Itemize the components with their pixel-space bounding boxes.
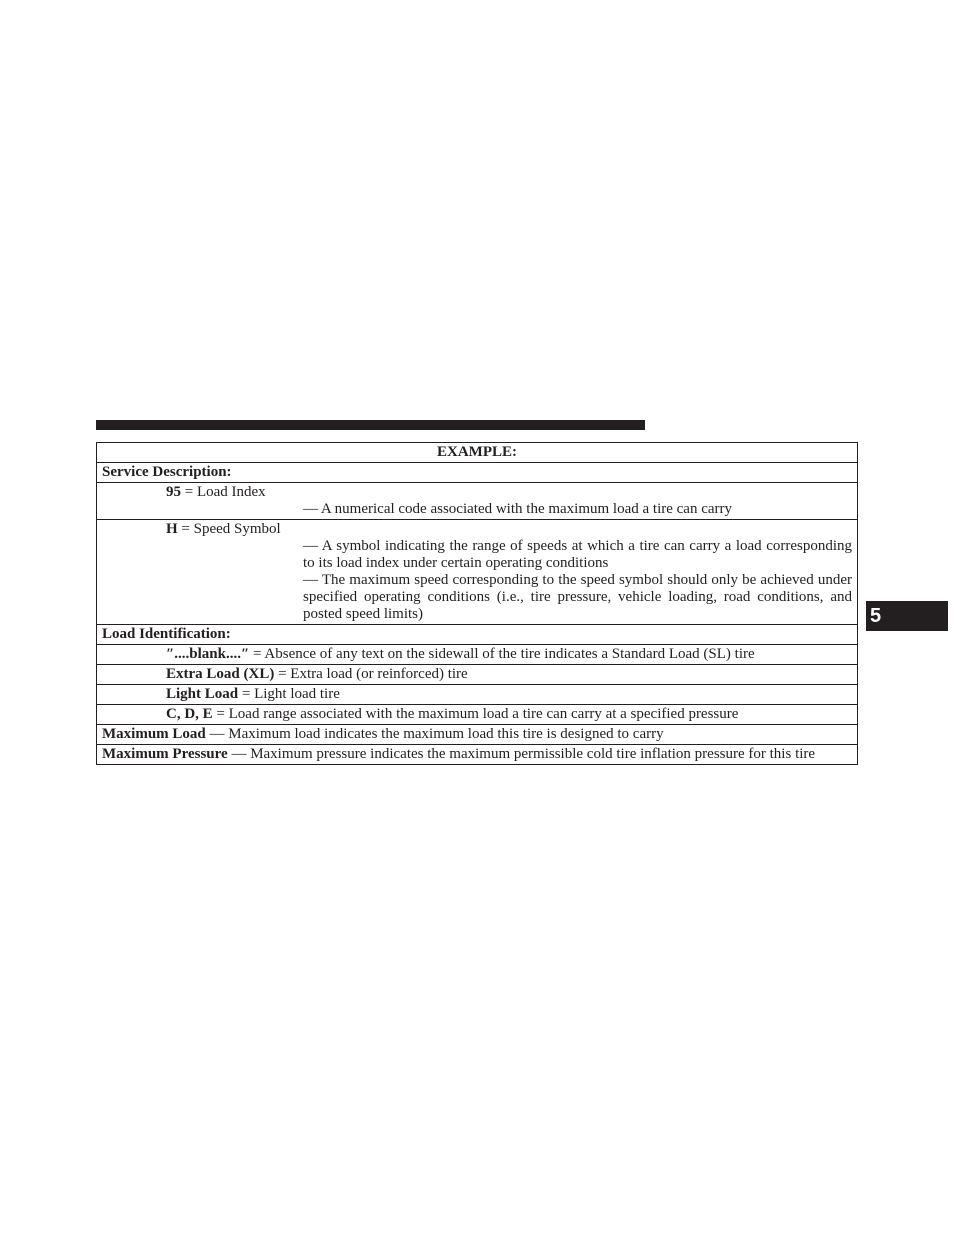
chapter-number: 5 (870, 605, 882, 627)
load-item-term: Extra Load (XL) (166, 666, 275, 682)
table-header: EXAMPLE: (97, 443, 858, 463)
load-item-term: C, D, E (166, 706, 213, 722)
table-row (97, 665, 858, 685)
tire-service-description-table (96, 442, 858, 765)
chapter-tab (866, 601, 948, 631)
maximum-pressure-term: Maximum Pressure (102, 746, 228, 762)
load-index-line (166, 484, 852, 501)
speed-symbol-term: H (166, 521, 178, 537)
table-row (97, 745, 858, 765)
load-item-term: ″....blank....″ (166, 646, 250, 662)
section-rule (96, 420, 645, 430)
load-identification-item (97, 685, 858, 705)
maximum-load-cell (97, 725, 858, 745)
load-index-definition: = Load Index (181, 484, 266, 500)
load-identification-item (97, 705, 858, 725)
maximum-pressure-definition: — Maximum pressure indicates the maximum permissible cold tire inflation pressure for this tire (227, 746, 816, 762)
table-row (97, 705, 858, 725)
load-item-definition: = Extra load (or reinforced) tire (274, 666, 468, 682)
table-row (97, 725, 858, 745)
service-description-heading: Service Description: (97, 463, 858, 483)
speed-symbol-note: — The maximum speed corresponding to the speed symbol should only be achieved under specified operating conditions (i.e., tire pressure, vehicle loading, road conditions, and posted speed limits) (303, 572, 852, 622)
table-row (97, 520, 858, 625)
speed-symbol-definition: = Speed Symbol (177, 521, 281, 537)
maximum-load-definition: — Maximum load indicates the maximum load this tire is designed to carry (205, 726, 664, 742)
load-item-definition: = Load range associated with the maximum load a tire can carry at a specified pressure (212, 706, 739, 722)
table-row (97, 685, 858, 705)
load-item-definition: = Absence of any text on the sidewall of the tire indicates a Standard Load (SL) tire (249, 646, 755, 662)
speed-symbol-line (166, 521, 852, 538)
load-item-term: Light Load (166, 686, 239, 702)
maximum-load-term: Maximum Load (102, 726, 206, 742)
table-row (97, 483, 858, 520)
table-row (97, 645, 858, 665)
load-item-definition: = Light load tire (238, 686, 340, 702)
load-index-term: 95 (166, 484, 181, 500)
table-row (97, 463, 858, 483)
load-identification-heading: Load Identification: (97, 625, 858, 645)
load-index-cell (97, 483, 858, 520)
load-identification-item (97, 645, 858, 665)
speed-symbol-cell (97, 520, 858, 625)
maximum-pressure-cell (97, 745, 858, 765)
speed-symbol-note: — A symbol indicating the range of speeds at which a tire can carry a load corresponding to its load index under certain operating conditions (303, 538, 852, 571)
table-row (97, 625, 858, 645)
table-header-row (97, 443, 858, 463)
load-identification-item (97, 665, 858, 685)
load-index-note: — A numerical code associated with the maximum load a tire can carry (303, 501, 733, 517)
